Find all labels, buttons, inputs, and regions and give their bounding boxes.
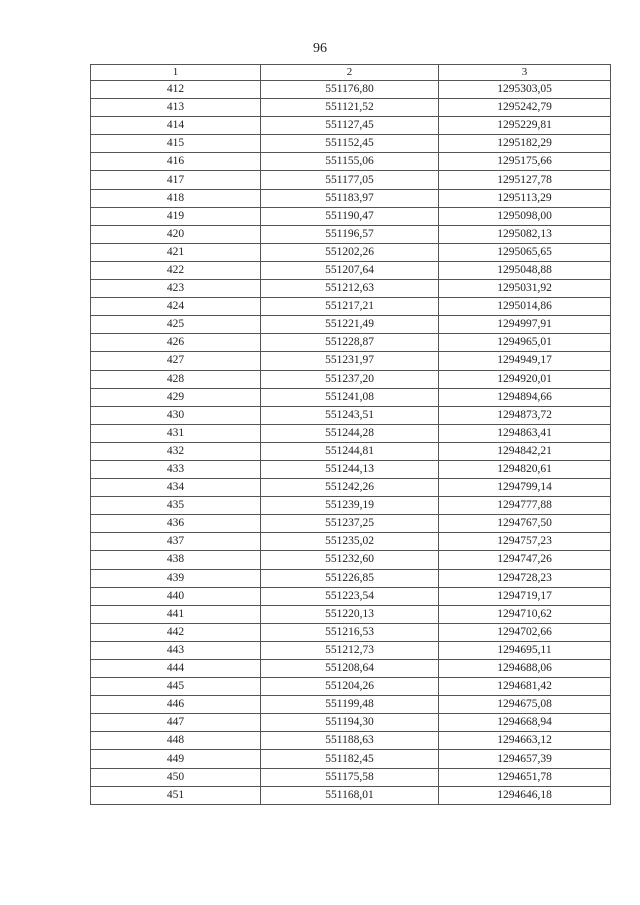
- point-number-cell: 429: [91, 388, 261, 406]
- table-row: [91, 786, 611, 804]
- point-number-cell: 419: [91, 207, 261, 225]
- point-number-cell: 435: [91, 497, 261, 515]
- x-coordinate-cell: 551207,64: [261, 261, 439, 279]
- x-coordinate-cell: 551152,45: [261, 135, 439, 153]
- point-number-cell: 437: [91, 533, 261, 551]
- x-coordinate-cell: 551217,21: [261, 298, 439, 316]
- x-coordinate-cell: 551228,87: [261, 334, 439, 352]
- table-row: [91, 732, 611, 750]
- y-coordinate-cell: 1294747,26: [439, 551, 611, 569]
- y-coordinate-cell: 1295242,79: [439, 99, 611, 117]
- point-number-cell: 424: [91, 298, 261, 316]
- point-number-cell: 451: [91, 786, 261, 804]
- y-coordinate-cell: 1294757,23: [439, 533, 611, 551]
- table-row: [91, 352, 611, 370]
- point-number-cell: 450: [91, 768, 261, 786]
- table-row: [91, 569, 611, 587]
- point-number-cell: 442: [91, 623, 261, 641]
- table-row: [91, 605, 611, 623]
- table-row: [91, 424, 611, 442]
- point-number-cell: 413: [91, 99, 261, 117]
- point-number-cell: 428: [91, 370, 261, 388]
- x-coordinate-cell: 551204,26: [261, 678, 439, 696]
- x-coordinate-cell: 551237,25: [261, 515, 439, 533]
- table-row: [91, 316, 611, 334]
- table-row: [91, 660, 611, 678]
- y-coordinate-cell: 1294719,17: [439, 587, 611, 605]
- table-row: [91, 388, 611, 406]
- point-number-cell: 446: [91, 696, 261, 714]
- x-coordinate-cell: 551212,63: [261, 280, 439, 298]
- point-number-cell: 426: [91, 334, 261, 352]
- x-coordinate-cell: 551155,06: [261, 153, 439, 171]
- y-coordinate-cell: 1294710,62: [439, 605, 611, 623]
- x-coordinate-cell: 551243,51: [261, 406, 439, 424]
- point-number-cell: 421: [91, 243, 261, 261]
- point-number-cell: 433: [91, 460, 261, 478]
- y-coordinate-cell: 1295127,78: [439, 171, 611, 189]
- table-row: [91, 261, 611, 279]
- table-row: [91, 171, 611, 189]
- point-number-cell: 440: [91, 587, 261, 605]
- x-coordinate-cell: 551208,64: [261, 660, 439, 678]
- table-row: [91, 696, 611, 714]
- y-coordinate-cell: 1295175,66: [439, 153, 611, 171]
- point-number-cell: 444: [91, 660, 261, 678]
- table-row: [91, 135, 611, 153]
- x-coordinate-cell: 551175,58: [261, 768, 439, 786]
- point-number-cell: 432: [91, 442, 261, 460]
- y-coordinate-cell: 1295113,29: [439, 189, 611, 207]
- y-coordinate-cell: 1294842,21: [439, 442, 611, 460]
- point-number-cell: 423: [91, 280, 261, 298]
- y-coordinate-cell: 1294799,14: [439, 479, 611, 497]
- table-row: [91, 280, 611, 298]
- x-coordinate-cell: 551168,01: [261, 786, 439, 804]
- y-coordinate-cell: 1295303,05: [439, 81, 611, 99]
- point-number-cell: 425: [91, 316, 261, 334]
- x-coordinate-cell: 551244,28: [261, 424, 439, 442]
- x-coordinate-cell: 551220,13: [261, 605, 439, 623]
- y-coordinate-cell: 1294675,08: [439, 696, 611, 714]
- point-number-cell: 447: [91, 714, 261, 732]
- x-coordinate-cell: 551121,52: [261, 99, 439, 117]
- x-coordinate-cell: 551235,02: [261, 533, 439, 551]
- table-row: [91, 153, 611, 171]
- table-row: [91, 406, 611, 424]
- y-coordinate-cell: 1295182,29: [439, 135, 611, 153]
- table-row: [91, 370, 611, 388]
- y-coordinate-cell: 1294873,72: [439, 406, 611, 424]
- table-row: [91, 460, 611, 478]
- y-coordinate-cell: 1294657,39: [439, 750, 611, 768]
- x-coordinate-cell: 551244,81: [261, 442, 439, 460]
- table-row: [91, 207, 611, 225]
- y-coordinate-cell: 1294663,12: [439, 732, 611, 750]
- table-row: [91, 243, 611, 261]
- y-coordinate-cell: 1294681,42: [439, 678, 611, 696]
- point-number-cell: 439: [91, 569, 261, 587]
- column-header-point: 1: [91, 65, 261, 81]
- x-coordinate-cell: 551212,73: [261, 641, 439, 659]
- table-row: [91, 515, 611, 533]
- point-number-cell: 443: [91, 641, 261, 659]
- coordinates-table: [90, 64, 611, 805]
- y-coordinate-cell: 1294702,66: [439, 623, 611, 641]
- x-coordinate-cell: 551190,47: [261, 207, 439, 225]
- y-coordinate-cell: 1294668,94: [439, 714, 611, 732]
- column-header-x: 2: [261, 65, 439, 81]
- y-coordinate-cell: 1294965,01: [439, 334, 611, 352]
- x-coordinate-cell: 551221,49: [261, 316, 439, 334]
- table-row: [91, 623, 611, 641]
- table-row: [91, 714, 611, 732]
- y-coordinate-cell: 1294894,66: [439, 388, 611, 406]
- point-number-cell: 414: [91, 117, 261, 135]
- table-row: [91, 334, 611, 352]
- x-coordinate-cell: 551239,19: [261, 497, 439, 515]
- point-number-cell: 445: [91, 678, 261, 696]
- x-coordinate-cell: 551177,05: [261, 171, 439, 189]
- table-row: [91, 298, 611, 316]
- x-coordinate-cell: 551232,60: [261, 551, 439, 569]
- y-coordinate-cell: 1295098,00: [439, 207, 611, 225]
- y-coordinate-cell: 1294820,61: [439, 460, 611, 478]
- point-number-cell: 438: [91, 551, 261, 569]
- x-coordinate-cell: 551176,80: [261, 81, 439, 99]
- point-number-cell: 436: [91, 515, 261, 533]
- table-row: [91, 768, 611, 786]
- table-row: [91, 117, 611, 135]
- point-number-cell: 415: [91, 135, 261, 153]
- point-number-cell: 430: [91, 406, 261, 424]
- x-coordinate-cell: 551194,30: [261, 714, 439, 732]
- y-coordinate-cell: 1295082,13: [439, 225, 611, 243]
- point-number-cell: 418: [91, 189, 261, 207]
- page-number: 96: [313, 41, 327, 56]
- point-number-cell: 412: [91, 81, 261, 99]
- table-row: [91, 641, 611, 659]
- y-coordinate-cell: 1294920,01: [439, 370, 611, 388]
- x-coordinate-cell: 551244,13: [261, 460, 439, 478]
- table-row: [91, 442, 611, 460]
- y-coordinate-cell: 1294863,41: [439, 424, 611, 442]
- x-coordinate-cell: 551231,97: [261, 352, 439, 370]
- y-coordinate-cell: 1294949,17: [439, 352, 611, 370]
- point-number-cell: 448: [91, 732, 261, 750]
- y-coordinate-cell: 1294695,11: [439, 641, 611, 659]
- table-row: [91, 479, 611, 497]
- x-coordinate-cell: 551241,08: [261, 388, 439, 406]
- point-number-cell: 431: [91, 424, 261, 442]
- y-coordinate-cell: 1294767,50: [439, 515, 611, 533]
- point-number-cell: 427: [91, 352, 261, 370]
- x-coordinate-cell: 551216,53: [261, 623, 439, 641]
- y-coordinate-cell: 1294728,23: [439, 569, 611, 587]
- y-coordinate-cell: 1295031,92: [439, 280, 611, 298]
- point-number-cell: 416: [91, 153, 261, 171]
- table-row: [91, 678, 611, 696]
- x-coordinate-cell: 551183,97: [261, 189, 439, 207]
- x-coordinate-cell: 551242,26: [261, 479, 439, 497]
- point-number-cell: 420: [91, 225, 261, 243]
- point-number-cell: 434: [91, 479, 261, 497]
- y-coordinate-cell: 1294777,88: [439, 497, 611, 515]
- x-coordinate-cell: 551127,45: [261, 117, 439, 135]
- x-coordinate-cell: 551237,20: [261, 370, 439, 388]
- table-row: [91, 551, 611, 569]
- x-coordinate-cell: 551182,45: [261, 750, 439, 768]
- table-row: [91, 750, 611, 768]
- table-row: [91, 189, 611, 207]
- point-number-cell: 422: [91, 261, 261, 279]
- table-row: [91, 533, 611, 551]
- x-coordinate-cell: 551202,26: [261, 243, 439, 261]
- point-number-cell: 441: [91, 605, 261, 623]
- table-row: [91, 587, 611, 605]
- y-coordinate-cell: 1294688,06: [439, 660, 611, 678]
- y-coordinate-cell: 1295048,88: [439, 261, 611, 279]
- table-header-row: [91, 65, 611, 81]
- x-coordinate-cell: 551188,63: [261, 732, 439, 750]
- table-row: [91, 225, 611, 243]
- table-row: [91, 99, 611, 117]
- table-row: [91, 497, 611, 515]
- table-row: [91, 81, 611, 99]
- point-number-cell: 449: [91, 750, 261, 768]
- x-coordinate-cell: 551199,48: [261, 696, 439, 714]
- y-coordinate-cell: 1294997,91: [439, 316, 611, 334]
- x-coordinate-cell: 551196,57: [261, 225, 439, 243]
- y-coordinate-cell: 1294651,78: [439, 768, 611, 786]
- x-coordinate-cell: 551226,85: [261, 569, 439, 587]
- y-coordinate-cell: 1295229,81: [439, 117, 611, 135]
- point-number-cell: 417: [91, 171, 261, 189]
- x-coordinate-cell: 551223,54: [261, 587, 439, 605]
- y-coordinate-cell: 1295014,86: [439, 298, 611, 316]
- y-coordinate-cell: 1294646,18: [439, 786, 611, 804]
- column-header-y: 3: [439, 65, 611, 81]
- y-coordinate-cell: 1295065,65: [439, 243, 611, 261]
